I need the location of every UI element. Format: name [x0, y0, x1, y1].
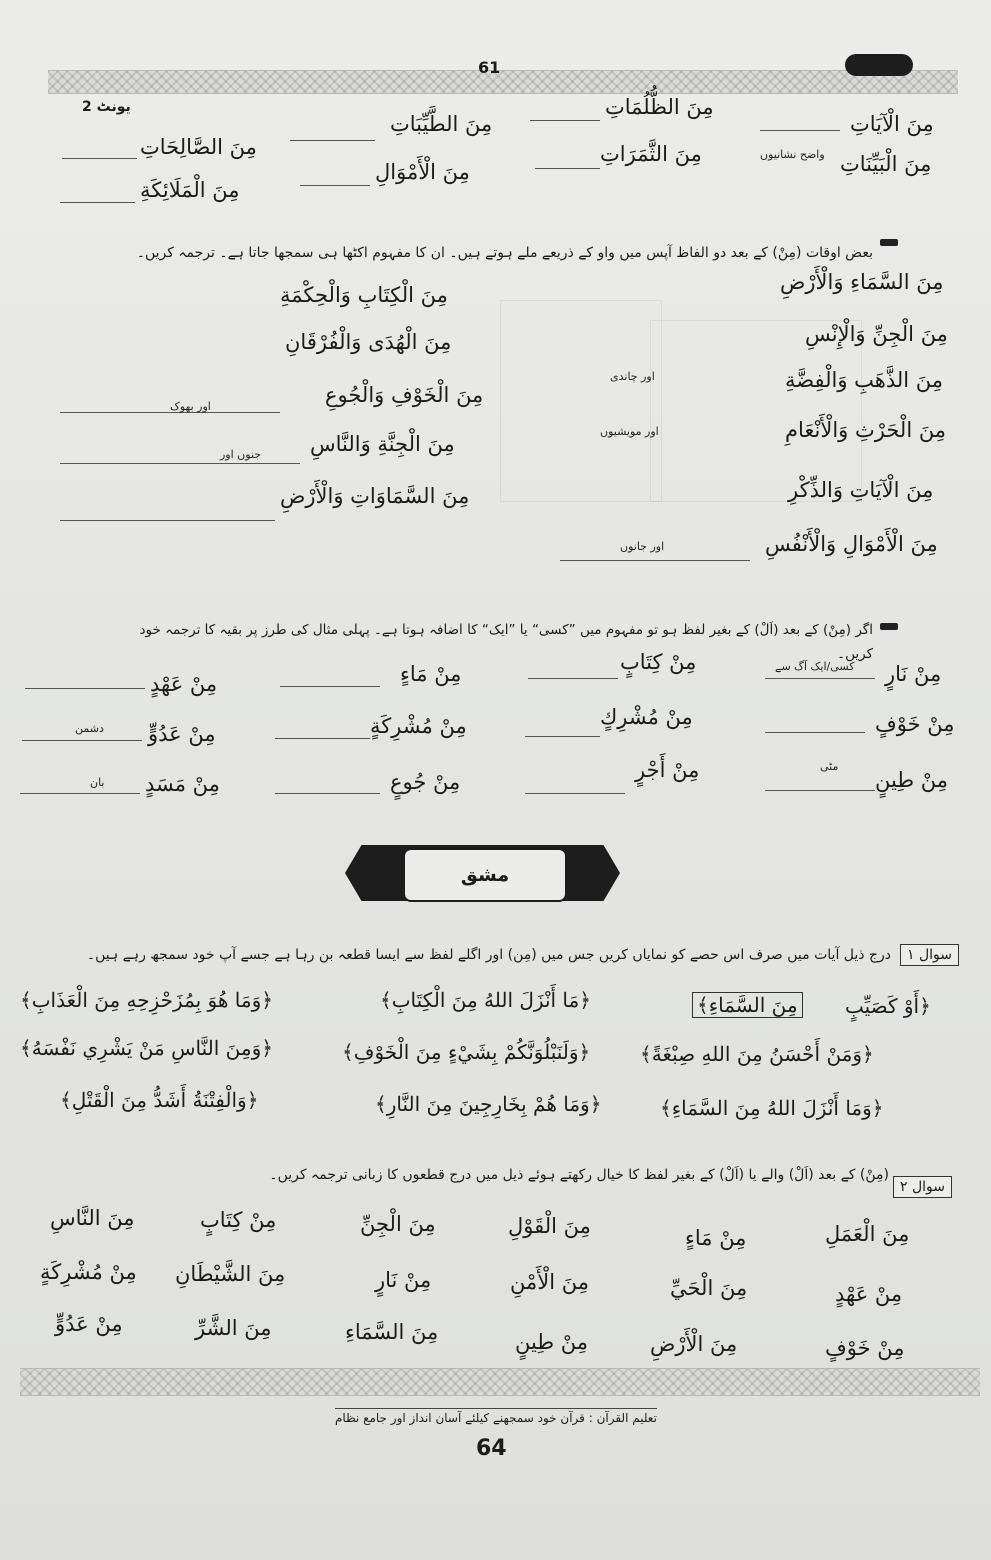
handwritten-note: مٹی: [820, 760, 839, 773]
word-item: مِنْ خَوْفٍ: [875, 712, 955, 736]
question-text: درج ذیل آیات میں صرف اس حصے کو نمایاں کریں جس میں (مِن) اور اگلے لفظ سے ایسا قطعہ بن رہا ہے جسے آپ خود سمجھ رہے ہیں۔: [86, 947, 891, 963]
word-item: مِنَ الْأَمْوَالِ: [375, 160, 470, 184]
bottom-border-ornament: [20, 1368, 980, 1396]
word-pair: مِنَ السَّمَاءِ وَالْأَرْضِ: [780, 270, 944, 294]
word-item: مِنْ مُشْرِكٍ: [600, 705, 693, 729]
question-label: سوال ۲: [893, 1176, 952, 1198]
phrase: مِنَ الْأَرْضِ: [650, 1332, 738, 1356]
word-item: مِنَ الْآيَاتِ: [850, 112, 934, 136]
phrase: مِنَ الشَّيْطَانِ: [175, 1262, 286, 1286]
phrase: مِنْ عَهْدٍ: [835, 1282, 903, 1306]
question-text: (مِنْ) کے بعد (اَلْ) والے یا (اَلْ) کے بغیر لفظ کا خیال رکھتے ہوئے ذیل میں درج قطعوں کا زبانی ترجمہ کریں۔: [269, 1167, 889, 1183]
handwritten-note: بان: [90, 776, 105, 789]
word-item: مِنْ مُشْرِكَةٍ: [370, 714, 467, 738]
verse: ﴿أَوْ كَصَيِّبٍ: [845, 994, 931, 1018]
phrase: مِنْ عَدُوٍّ: [55, 1312, 123, 1336]
phrase: مِنَ الْعَمَلِ: [825, 1222, 910, 1246]
handwritten-note: دشمن: [75, 722, 104, 735]
word-pair: مِنَ الْحَرْثِ وَالْأَنْعَامِ: [785, 418, 947, 442]
verse: ﴿وَلَنَبْلُوَنَّكُمْ بِشَيْءٍ مِنَ الْخَوْفِ﴾: [342, 1040, 591, 1064]
footer-caption: تعلیم القرآن : قرآن خود سمجھنے کیلئے آسان انداز اور جامع نظام: [335, 1408, 657, 1425]
footer-page-number: 64: [476, 1436, 507, 1461]
word-item: مِنَ الصَّالِحَاتِ: [140, 135, 257, 159]
word-pair: مِنَ الْأَمْوَالِ وَالْأَنْفُسِ: [765, 532, 938, 556]
word-item: مِنَ الْمَلَائِكَةِ: [140, 178, 240, 202]
word-item: مِنْ كِتَابٍ: [620, 650, 697, 674]
handwritten-note: واضح نشانیوں: [760, 148, 825, 161]
question-label: سوال ۱: [900, 944, 959, 966]
word-pair: مِنَ الْآيَاتِ وَالذِّكْرِ: [788, 478, 934, 502]
verse: ﴿وَمَا هُوَ بِمُزَحْزِحِهِ مِنَ الْعَذَابِ﴾: [20, 988, 273, 1012]
word-item: مِنَ الثَّمَرَاتِ: [600, 142, 702, 166]
phrase: مِنْ طِينٍ: [515, 1330, 588, 1354]
bullet-icon: [880, 232, 898, 251]
handwritten-note: اور چاندی: [610, 370, 655, 383]
unit-label: یونٹ 2: [82, 99, 131, 115]
word-item: مِنْ عَهْدٍ: [150, 672, 218, 696]
word-item: مِنَ الظُّلُمَاتِ: [605, 95, 714, 119]
word-item: مِنَ الطَّيِّبَاتِ: [390, 112, 493, 136]
phrase: مِنْ خَوْفٍ: [825, 1336, 905, 1360]
handwritten-note: اور بھوک: [170, 400, 211, 413]
handwritten-note: جنوں اور: [220, 448, 262, 461]
word-pair: مِنَ الْهُدَى وَالْفُرْقَانِ: [285, 330, 452, 354]
verse: ﴿مَا أَنْزَلَ اللهُ مِنَ الْكِتَابِ﴾: [380, 988, 591, 1012]
phrase: مِنَ الْحَيِّ: [670, 1276, 748, 1300]
verse: ﴿وَالْفِتْنَةُ أَشَدُّ مِنَ الْقَتْلِ﴾: [60, 1088, 259, 1112]
highlighted-phrase: مِنَ السَّمَاءِ﴾: [692, 992, 803, 1018]
handwritten-note: اور جانوں: [620, 540, 665, 553]
word-item: مِنْ مَاءٍ: [400, 662, 462, 686]
phrase: مِنْ نَارٍ: [375, 1268, 432, 1292]
verse: ﴿وَمَنْ أَحْسَنُ مِنَ اللهِ صِبْغَةً﴾: [640, 1042, 874, 1066]
verse: ﴿وَمِنَ النَّاسِ مَنْ يَشْرِي نَفْسَهُ﴾: [20, 1036, 273, 1060]
handwritten-note: کسی/ایک آگ سے: [775, 660, 855, 673]
word-pair: مِنَ الْجِنَّةِ وَالنَّاسِ: [310, 432, 455, 456]
word-pair: مِنَ الذَّهَبِ وَالْفِضَّةِ: [785, 368, 944, 392]
word-item: مِنْ مَسَدٍ: [145, 772, 220, 796]
word-pair: مِنَ الْجِنِّ وَالْإِنْسِ: [805, 322, 948, 346]
page-number-top: 61: [478, 58, 501, 77]
verse: ﴿وَمَا هُمْ بِخَارِجِينَ مِنَ النَّارِ﴾: [375, 1092, 602, 1116]
word-pair: مِنَ الْكِتَابِ وَالْحِكْمَةِ: [280, 283, 448, 307]
phrase: مِنَ السَّمَاءِ: [345, 1320, 439, 1344]
word-item: مِنْ نَارٍ: [885, 662, 942, 686]
word-item: مِنْ طِينٍ: [875, 768, 948, 792]
verse: ﴿وَمَا أَنْزَلَ اللهُ مِنَ السَّمَاءِ﴾: [660, 1096, 884, 1120]
phrase: مِنَ الْجِنِّ: [360, 1212, 436, 1236]
phrase: مِنْ مَاءٍ: [685, 1226, 747, 1250]
word-item: مِنْ أَجْرٍ: [635, 758, 700, 782]
word-pair: مِنَ السَّمَاوَاتِ وَالْأَرْضِ: [280, 484, 470, 508]
word-item: مِنْ جُوعٍ: [390, 770, 461, 794]
handwritten-note: اور مویشیوں: [600, 425, 659, 438]
section1-instruction: بعض اوقات (مِنْ) کے بعد دو الفاظ آپس میں واو کے ذریعے ملے ہوتے ہیں۔ ان کا مفہوم اکٹھا ہی سمجھا جاتا ہے۔ ترجمہ کریں۔: [136, 245, 873, 261]
phrase: مِنَ الْقَوْلِ: [508, 1214, 591, 1238]
word-pair: مِنَ الْخَوْفِ وَالْجُوعِ: [325, 383, 484, 407]
phrase: مِنَ الشَّرِّ: [195, 1316, 272, 1340]
phrase: مِنَ الْأَمْنِ: [510, 1270, 589, 1294]
bleed-through-shape: [500, 300, 662, 502]
bullet-icon: [880, 616, 898, 635]
phrase: مِنْ مُشْرِكَةٍ: [40, 1260, 137, 1284]
mashq-title: مشق: [403, 848, 567, 902]
header-ornament: [845, 54, 913, 76]
phrase: مِنَ النَّاسِ: [50, 1206, 135, 1230]
top-border-ornament: [48, 70, 958, 94]
bleed-through-shape: [650, 320, 862, 502]
phrase: مِنْ كِتَابٍ: [200, 1208, 277, 1232]
section2-instruction: اگر (مِنْ) کے بعد (اَلْ) کے بغیر لفظ ہو تو مفہوم میں ”کسی“ یا ”ایک“ کا اضافہ ہوتا ہے۔ پہلی مثال کی طرز پر بقیہ کا ترجمہ خود کریں۔: [139, 622, 873, 662]
word-item: مِنَ الْبَيِّنَاتِ: [840, 152, 932, 176]
word-item: مِنْ عَدُوٍّ: [148, 722, 216, 746]
